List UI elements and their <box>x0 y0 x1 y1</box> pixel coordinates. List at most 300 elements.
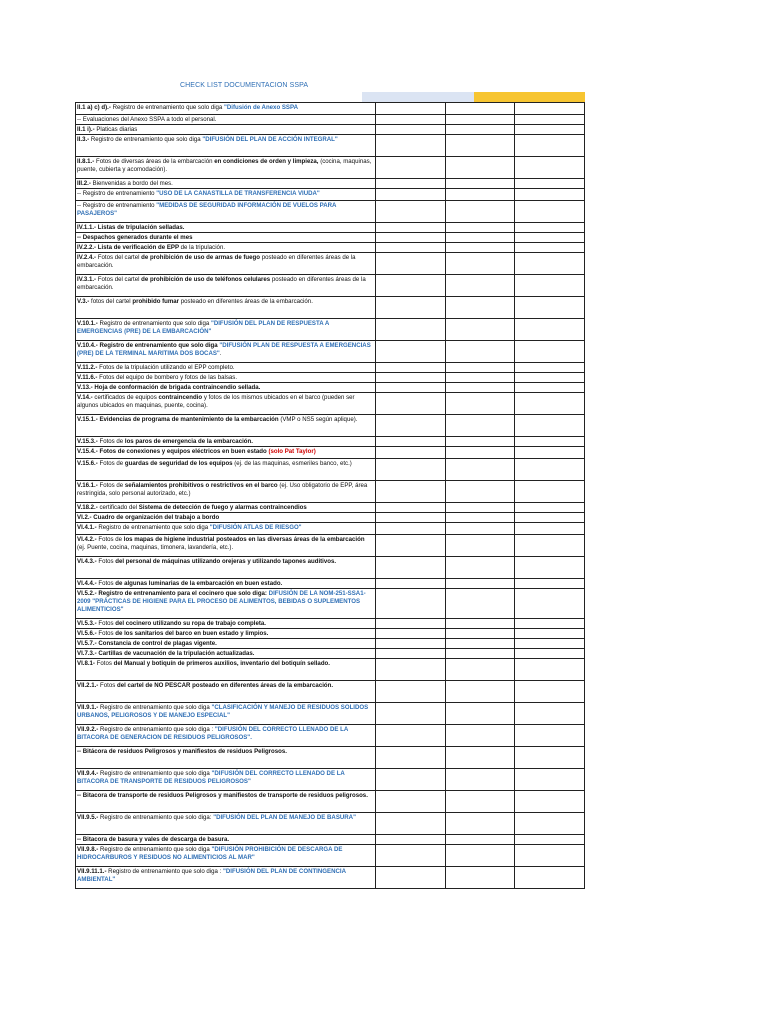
text-segment: V.15.3.- <box>77 438 100 445</box>
checklist-item-text <box>76 243 376 253</box>
text-segment: "DIFUSIÓN DEL PLAN DE ACCIÓN INTEGRAL" <box>202 136 338 143</box>
check-cell[interactable] <box>515 747 585 769</box>
check-cell[interactable] <box>445 589 515 619</box>
text-segment: (cocina, maquinas, puente, cubierta y acomodación). <box>77 158 372 173</box>
check-cell[interactable] <box>375 157 445 179</box>
check-cell[interactable] <box>375 415 445 437</box>
table-row <box>76 513 585 523</box>
check-cell[interactable] <box>445 481 515 503</box>
table-row <box>76 619 585 629</box>
text-segment: Fotos <box>98 558 116 565</box>
check-cell[interactable] <box>445 523 515 535</box>
text-segment: Fotos de <box>99 438 125 445</box>
text-segment: Registro de entrenamiento que solo diga: <box>100 814 214 821</box>
text-segment: Fotos <box>100 682 117 689</box>
check-cell[interactable] <box>515 649 585 659</box>
check-cell[interactable] <box>515 513 585 523</box>
checklist-item-text <box>76 557 376 579</box>
check-cell[interactable] <box>375 725 445 747</box>
checklist-item-text <box>76 253 376 275</box>
text-segment: Fotos de la tripulación utilizando el EPP completo. <box>99 364 235 371</box>
checklist-item-text <box>76 125 376 135</box>
table-row <box>76 179 585 189</box>
checklist-item-text <box>76 629 376 639</box>
check-cell[interactable] <box>375 769 445 791</box>
table-row <box>76 813 585 835</box>
check-cell[interactable] <box>515 243 585 253</box>
check-cell[interactable] <box>445 747 515 769</box>
check-cell[interactable] <box>515 179 585 189</box>
check-cell[interactable] <box>515 557 585 579</box>
check-cell[interactable] <box>515 319 585 341</box>
check-cell[interactable] <box>515 835 585 845</box>
table-row <box>76 503 585 513</box>
checklist-item-text <box>76 813 376 835</box>
text-segment: de la tripulación. <box>180 244 226 251</box>
text-segment: IV.3.1.- <box>77 276 98 283</box>
checklist-item-text <box>76 579 376 589</box>
check-cell[interactable] <box>375 835 445 845</box>
check-cell[interactable] <box>375 813 445 835</box>
check-cell[interactable] <box>375 503 445 513</box>
text-segment: V.11.6.- <box>77 374 100 381</box>
check-cell[interactable] <box>445 243 515 253</box>
text-segment: Fotos del equipo de bombero y fotos de las balsas. <box>99 374 238 381</box>
check-cell[interactable] <box>375 297 445 319</box>
checklist-item-text <box>76 835 376 845</box>
checklist-item-text <box>76 681 376 703</box>
text-segment: certificado del <box>99 504 139 511</box>
text-segment: -- Despachos generados durante el mes <box>77 234 193 241</box>
checklist-item-text <box>76 459 376 481</box>
check-cell[interactable] <box>515 481 585 503</box>
check-cell[interactable] <box>375 135 445 157</box>
text-segment: Fotos de <box>98 536 124 543</box>
text-segment: del cartel de NO PESCAR posteado en diferentes áreas de la embarcación. <box>116 682 334 689</box>
table-row <box>76 157 585 179</box>
checklist-item-text <box>76 157 376 179</box>
text-segment: los mapas de higiene industrial posteados en las diversas áreas de la embarcación <box>123 536 365 543</box>
check-cell[interactable] <box>375 223 445 233</box>
text-segment: Fotos de <box>99 460 125 467</box>
check-cell[interactable] <box>445 275 515 297</box>
checklist-item-text <box>76 201 376 223</box>
checklist-item-text <box>76 135 376 157</box>
text-segment: IV.1.1.- Listas de tripulación selladas. <box>77 224 185 231</box>
table-row <box>76 659 585 681</box>
check-cell[interactable] <box>375 659 445 681</box>
check-cell[interactable] <box>375 459 445 481</box>
text-segment: Fotos del cartel <box>97 276 142 283</box>
text-segment: V.11.2.- <box>77 364 100 371</box>
check-cell[interactable] <box>445 791 515 813</box>
check-cell[interactable] <box>375 619 445 629</box>
text-segment: VII.9.11.1.- <box>77 868 109 875</box>
check-cell[interactable] <box>375 341 445 363</box>
check-cell[interactable] <box>515 769 585 791</box>
check-cell[interactable] <box>445 867 515 889</box>
text-segment: "DIFUSIÓN DEL PLAN DE MANEJO DE BASURA" <box>213 814 356 821</box>
text-segment: los paros de emergencia de la embarcación. <box>124 438 253 445</box>
text-segment: señalamientos prohibitivos o restrictivos en el barco <box>124 482 280 489</box>
check-cell[interactable] <box>515 373 585 383</box>
table-row <box>76 747 585 769</box>
text-segment: -- Registro de entrenamiento <box>77 202 157 209</box>
text-segment: VI.7.3.- Cartillas de vacunación de la tripulación actualizadas. <box>77 650 255 657</box>
text-segment: II.1 a) c) d).- <box>77 104 113 111</box>
text-segment: "DIFUSIÓN PLAN DE RESPUESTA A EMERGENCIAS (PRE) DE LA TERMINAL MARITIMA DOS BOCAS" <box>77 342 371 357</box>
text-segment: de prohibición de uso de armas de fuego <box>141 254 262 261</box>
text-segment: "CLASIFICACIÓN Y MANEJO DE RESIDUOS SOLIDOS URBANOS, PELIGROSOS Y DE MANEJO ESPECIAL" <box>77 704 369 719</box>
check-cell[interactable] <box>445 513 515 523</box>
check-cell[interactable] <box>375 103 445 115</box>
check-cell[interactable] <box>515 447 585 459</box>
text-segment: (ej. Puente, cocina, maquinas, timonera, lavandería, etc.). <box>77 543 234 551</box>
text-segment: II.8.1.- <box>77 158 96 165</box>
checklist-item-text <box>76 297 376 319</box>
table-row <box>76 681 585 703</box>
checklist-item-text <box>76 535 376 557</box>
check-cell[interactable] <box>445 415 515 437</box>
text-segment: Fotos <box>98 620 116 627</box>
text-segment: VI.2.- Cuadro de organización del trabajo a bordo <box>77 514 220 521</box>
table-row <box>76 535 585 557</box>
text-segment: Registro de entrenamiento que solo diga <box>100 846 212 853</box>
text-segment: del Manual y botiquín de primeros auxilios, inventario del botiquín sellado. <box>113 660 330 667</box>
check-cell[interactable] <box>375 243 445 253</box>
checklist-item-text <box>76 179 376 189</box>
text-segment: posteado en diferentes áreas de la embarcación. <box>180 298 313 305</box>
text-segment: fotos del cartel <box>91 298 133 305</box>
check-cell[interactable] <box>515 189 585 201</box>
check-cell[interactable] <box>445 363 515 373</box>
check-cell[interactable] <box>515 275 585 297</box>
table-row <box>76 629 585 639</box>
text-segment: Fotos del cartel <box>97 254 142 261</box>
text-segment: Registro de entrenamiento que solo diga : <box>108 868 224 875</box>
check-cell[interactable] <box>515 383 585 393</box>
text-segment: V.13.- Hoja de conformación de brigada contraincendio sellada. <box>77 384 261 391</box>
check-cell[interactable] <box>515 813 585 835</box>
table-row <box>76 363 585 373</box>
text-segment: VI.5.2.- Registro de entrenamiento para el cocinero que solo diga: <box>77 590 269 597</box>
check-cell[interactable] <box>515 393 585 415</box>
text-segment: posteado en diferentes áreas de la embarcación. <box>77 276 366 291</box>
check-cell[interactable] <box>515 253 585 275</box>
check-cell[interactable] <box>375 233 445 243</box>
check-cell[interactable] <box>445 253 515 275</box>
text-segment: "DIFUSIÓN DEL CORRECTO LLENADO DE LA BITACORA DE GENERACION DE RESIDUOS PELIGROSOS". <box>77 726 348 741</box>
page-title: CHECK LIST DOCUMENTACION SSPA <box>180 82 309 89</box>
text-segment: Registro de entrenamiento que solo diga <box>90 136 203 143</box>
check-cell[interactable] <box>515 297 585 319</box>
check-cell[interactable] <box>445 201 515 223</box>
text-segment: Registro de entrenamiento que solo diga <box>98 524 210 531</box>
text-segment: -- Bitacora de transporte de residuos Peligrosos y manifiestos de transporte de residuos peligrosos. <box>77 792 368 799</box>
checklist-item-text <box>76 223 376 233</box>
check-cell[interactable] <box>445 619 515 629</box>
check-cell[interactable] <box>375 867 445 889</box>
check-cell[interactable] <box>445 135 515 157</box>
check-cell[interactable] <box>445 341 515 363</box>
check-cell[interactable] <box>515 589 585 619</box>
check-cell[interactable] <box>445 649 515 659</box>
check-cell[interactable] <box>375 481 445 503</box>
check-cell[interactable] <box>375 791 445 813</box>
check-cell[interactable] <box>375 447 445 459</box>
table-row <box>76 835 585 845</box>
table-row <box>76 115 585 125</box>
check-cell[interactable] <box>515 437 585 447</box>
check-cell[interactable] <box>445 579 515 589</box>
checklist-item-text <box>76 791 376 813</box>
text-segment: VI.4.4.- <box>77 580 99 587</box>
check-cell[interactable] <box>515 791 585 813</box>
text-segment: Sistema de detección de fuego y alarmas contraincendios <box>138 504 307 511</box>
table-row <box>76 769 585 791</box>
checklist-item-text <box>76 481 376 503</box>
check-cell[interactable] <box>445 383 515 393</box>
check-cell[interactable] <box>445 373 515 383</box>
text-segment: "MEDIDAS DE SEGURIDAD INFORMACIÓN DE VUELOS PARA PASAJEROS" <box>77 202 337 217</box>
text-segment: VII.2.1.- <box>77 682 101 689</box>
check-cell[interactable] <box>515 459 585 481</box>
table-row <box>76 649 585 659</box>
table-row <box>76 725 585 747</box>
check-cell[interactable] <box>445 437 515 447</box>
check-cell[interactable] <box>515 223 585 233</box>
checklist-item-text <box>76 747 376 769</box>
check-cell[interactable] <box>375 275 445 297</box>
table-row <box>76 125 585 135</box>
check-cell[interactable] <box>445 845 515 867</box>
text-segment: V.14.- <box>77 394 95 401</box>
text-segment: de algunas luminarias de la embarcación en buen estado. <box>115 580 283 587</box>
check-cell[interactable] <box>445 189 515 201</box>
text-segment: Fotos de <box>99 482 125 489</box>
check-cell[interactable] <box>515 115 585 125</box>
check-cell[interactable] <box>375 535 445 557</box>
check-cell[interactable] <box>445 459 515 481</box>
check-cell[interactable] <box>515 629 585 639</box>
check-cell[interactable] <box>515 157 585 179</box>
check-cell[interactable] <box>515 845 585 867</box>
checklist-item-text <box>76 619 376 629</box>
check-cell[interactable] <box>375 373 445 383</box>
check-cell[interactable] <box>515 639 585 649</box>
table-row <box>76 437 585 447</box>
text-segment: VII.9.5.- <box>77 814 101 821</box>
checklist-item-text <box>76 233 376 243</box>
check-cell[interactable] <box>515 703 585 725</box>
check-cell[interactable] <box>375 363 445 373</box>
check-cell[interactable] <box>375 579 445 589</box>
checklist-item-text <box>76 415 376 437</box>
checklist-table <box>75 102 585 889</box>
check-cell[interactable] <box>445 629 515 639</box>
header-band-yellow <box>474 92 585 102</box>
table-row <box>76 481 585 503</box>
text-segment: V.15.4.- Fotos de conexiones y equipos eléctricos en buen estado <box>77 448 269 455</box>
check-cell[interactable] <box>445 703 515 725</box>
check-cell[interactable] <box>515 523 585 535</box>
check-cell[interactable] <box>515 415 585 437</box>
check-cell[interactable] <box>375 703 445 725</box>
check-cell[interactable] <box>515 535 585 557</box>
table-row <box>76 341 585 363</box>
text-segment: VII.9.2.- <box>77 726 101 733</box>
text-segment: "Difusión de Anexo SSPA <box>224 104 299 111</box>
text-segment: IV.2.2.- Lista de verificación de EPP <box>77 244 181 251</box>
text-segment: (VMP o NS5 según aplique). <box>280 416 358 423</box>
checklist-item-text <box>76 363 376 373</box>
text-segment: II.1 i).- <box>77 126 97 133</box>
check-cell[interactable] <box>375 513 445 523</box>
check-cell[interactable] <box>515 867 585 889</box>
text-segment: de prohibición de uso de teléfonos celulares <box>141 276 272 283</box>
table-row <box>76 223 585 233</box>
table-row <box>76 415 585 437</box>
check-cell[interactable] <box>375 747 445 769</box>
checklist-item-text <box>76 769 376 791</box>
check-cell[interactable] <box>515 103 585 115</box>
check-cell[interactable] <box>375 629 445 639</box>
table-row <box>76 253 585 275</box>
check-cell[interactable] <box>445 125 515 135</box>
check-cell[interactable] <box>375 639 445 649</box>
check-cell[interactable] <box>445 535 515 557</box>
text-segment: VI.4.1.- <box>77 524 99 531</box>
text-segment: -- Bitácora de residuos Peligrosos y manifiestos de residuos Peligrosos. <box>77 748 287 755</box>
check-cell[interactable] <box>445 103 515 115</box>
text-segment: Registro de entrenamiento que solo diga <box>100 704 212 711</box>
check-cell[interactable] <box>515 725 585 747</box>
text-segment: "DIFUSIÓN DEL PLAN DE RESPUESTA A EMERGENCIAS (PRE) DE LA EMBARCACIÓN" <box>77 320 330 335</box>
check-cell[interactable] <box>375 649 445 659</box>
check-cell[interactable] <box>515 579 585 589</box>
table-row <box>76 393 585 415</box>
check-cell[interactable] <box>445 223 515 233</box>
text-segment: VII.9.1.- <box>77 704 101 711</box>
check-cell[interactable] <box>445 319 515 341</box>
text-segment: VI.8.1- <box>77 660 97 667</box>
text-segment: V.16.1.- <box>77 482 100 489</box>
check-cell[interactable] <box>515 659 585 681</box>
check-cell[interactable] <box>445 179 515 189</box>
check-cell[interactable] <box>375 437 445 447</box>
text-segment: VI.5.7.- Constancia de control de plagas vigente. <box>77 640 217 647</box>
text-segment: V.10.4.- Registro de entrenamiento que solo diga <box>77 342 220 349</box>
table-row <box>76 845 585 867</box>
header-band-blue <box>362 92 474 102</box>
check-cell[interactable] <box>375 393 445 415</box>
check-cell[interactable] <box>445 503 515 513</box>
text-segment: -- Registro de entrenamiento <box>77 190 157 197</box>
check-cell[interactable] <box>445 447 515 459</box>
check-cell[interactable] <box>375 557 445 579</box>
check-cell[interactable] <box>375 179 445 189</box>
check-cell[interactable] <box>515 233 585 243</box>
text-segment: V.3.- <box>77 298 92 305</box>
table-row <box>76 589 585 619</box>
text-segment: prohibido fumar <box>132 298 181 305</box>
check-cell[interactable] <box>375 681 445 703</box>
checklist-item-text <box>76 867 376 889</box>
text-segment: IV.2.4.- <box>77 254 98 261</box>
table-row <box>76 459 585 481</box>
text-segment: V.15.1.- Evidencias de programa de mantenimiento de la embarcación <box>77 416 281 423</box>
text-segment: -- Evaluaciones del Anexo SSPA a todo el personal. <box>77 116 217 123</box>
text-segment: V.18.2.- <box>77 504 100 511</box>
checklist-item-text <box>76 103 376 115</box>
check-cell[interactable] <box>445 813 515 835</box>
check-cell[interactable] <box>515 619 585 629</box>
text-segment: VI.4.2.- <box>77 536 99 543</box>
table-row <box>76 523 585 535</box>
check-cell[interactable] <box>515 341 585 363</box>
checklist-item-text <box>76 513 376 523</box>
checklist-item-text <box>76 649 376 659</box>
checklist-item-text <box>76 115 376 125</box>
check-cell[interactable] <box>515 503 585 513</box>
check-cell[interactable] <box>375 383 445 393</box>
check-cell[interactable] <box>445 639 515 649</box>
check-cell[interactable] <box>445 835 515 845</box>
check-cell[interactable] <box>375 319 445 341</box>
check-cell[interactable] <box>515 201 585 223</box>
table-row <box>76 189 585 201</box>
check-cell[interactable] <box>515 125 585 135</box>
text-segment: y fotos de los mismos ubicados en el barco (pueden ser algunos ubicados en maquinas, puente, cocina). <box>77 394 355 409</box>
check-cell[interactable] <box>445 659 515 681</box>
check-cell[interactable] <box>445 725 515 747</box>
check-cell[interactable] <box>375 115 445 125</box>
check-cell[interactable] <box>445 233 515 243</box>
check-cell[interactable] <box>375 253 445 275</box>
text-segment: (ej. de las maquinas, esmeriles banco, etc.) <box>234 460 352 467</box>
check-cell[interactable] <box>375 201 445 223</box>
check-cell[interactable] <box>515 681 585 703</box>
check-cell[interactable] <box>445 297 515 319</box>
check-cell[interactable] <box>445 769 515 791</box>
check-cell[interactable] <box>375 845 445 867</box>
checklist-item-text <box>76 393 376 415</box>
check-cell[interactable] <box>445 115 515 125</box>
text-segment: de los sanitarios del barco en buen estado y limpios. <box>115 630 269 637</box>
table-row <box>76 867 585 889</box>
check-cell[interactable] <box>445 681 515 703</box>
check-cell[interactable] <box>515 135 585 157</box>
text-segment: VI.4.3.- <box>77 558 99 565</box>
check-cell[interactable] <box>445 157 515 179</box>
checklist-item-text <box>76 437 376 447</box>
check-cell[interactable] <box>445 557 515 579</box>
check-cell[interactable] <box>515 363 585 373</box>
text-segment: Registro de entrenamiento que solo diga <box>112 104 225 111</box>
checklist-item-text <box>76 845 376 867</box>
check-cell[interactable] <box>445 393 515 415</box>
text-segment: -- Bitacora de basura y vales de descarga de basura. <box>77 836 230 843</box>
text-segment: . <box>219 349 222 357</box>
check-cell[interactable] <box>375 589 445 619</box>
check-cell[interactable] <box>375 125 445 135</box>
checklist-item-text <box>76 341 376 363</box>
check-cell[interactable] <box>375 523 445 535</box>
table-row <box>76 447 585 459</box>
check-cell[interactable] <box>375 189 445 201</box>
table-row <box>76 557 585 579</box>
text-segment: Bienvenidas a bordo del mes. <box>92 180 173 187</box>
